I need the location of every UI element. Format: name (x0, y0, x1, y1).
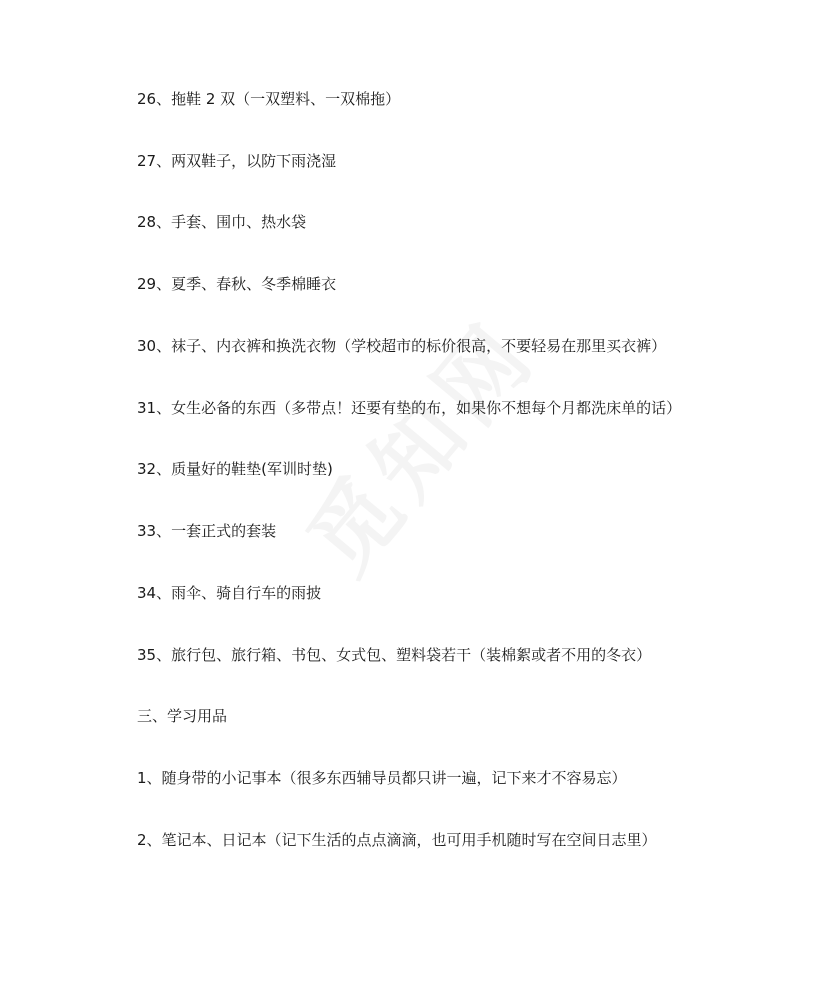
list-item-32: 32、质量好的鞋垫(军训时垫) (137, 460, 333, 478)
list-item-1: 1、随身带的小记事本（很多东西辅导员都只讲一遍，记下来才不容易忘） (137, 769, 627, 787)
list-item-30: 30、袜子、内衣裤和换洗衣物（学校超市的标价很高，不要轻易在那里买衣裤） (137, 337, 667, 355)
list-item-2: 2、笔记本、日记本（记下生活的点点滴滴，也可用手机随时写在空间日志里） (137, 831, 657, 849)
section-heading-study-supplies: 三、学习用品 (137, 707, 228, 725)
list-item-34: 34、雨伞、骑自行车的雨披 (137, 584, 322, 602)
list-item-26: 26、拖鞋 2 双（一双塑料、一双棉拖） (137, 90, 401, 108)
list-item-35: 35、旅行包、旅行箱、书包、女式包、塑料袋若干（装棉絮或者不用的冬衣） (137, 646, 652, 664)
list-item-28: 28、手套、围巾、热水袋 (137, 213, 307, 231)
list-item-31: 31、女生必备的东西（多带点！还要有垫的布，如果你不想每个月都洗床单的话） (137, 399, 682, 417)
list-item-27: 27、两双鞋子，以防下雨浇湿 (137, 152, 337, 170)
list-item-29: 29、夏季、春秋、冬季棉睡衣 (137, 275, 337, 293)
list-item-33: 33、一套正式的套装 (137, 522, 277, 540)
